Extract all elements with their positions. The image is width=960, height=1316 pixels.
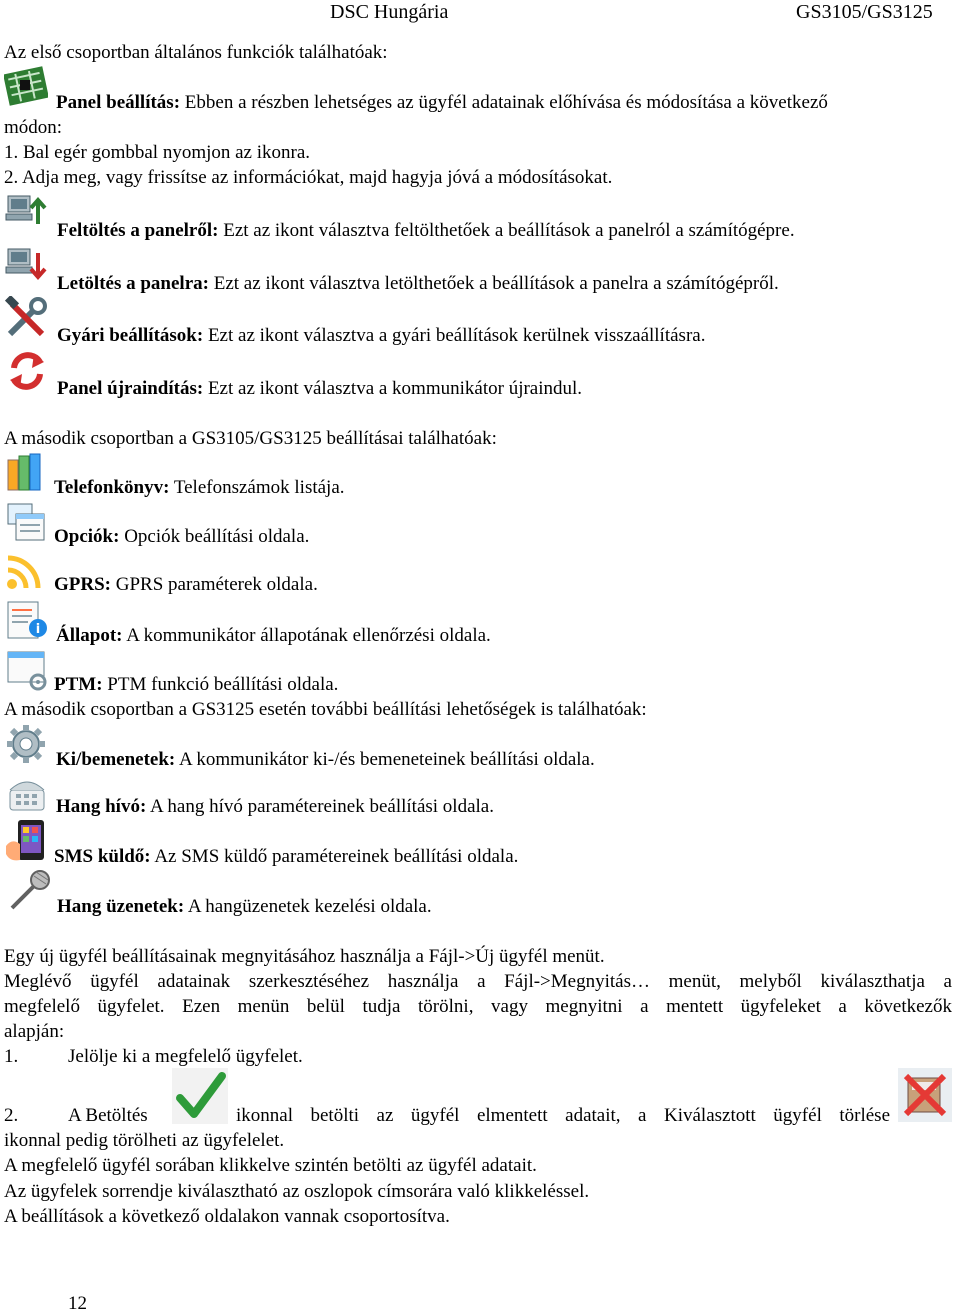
panel-settings-text-cont: módon: <box>4 117 63 138</box>
rss-icon <box>4 548 48 592</box>
telephone-icon <box>4 772 50 816</box>
restart-title: Panel újraindítás: <box>57 378 204 399</box>
download-text: Ezt az ikont választva letölthetőek a beállítások a panelra a számítógépről. <box>208 273 779 294</box>
messages-item <box>57 895 432 919</box>
upload-text: Ezt az ikont választva feltölthetőek a beállítások a panelról a számítógépre. <box>218 220 795 241</box>
tools-icon <box>4 296 50 340</box>
restart-arrows-icon <box>4 348 50 394</box>
io-title: Ki/bemenetek: <box>56 749 176 770</box>
panel-settings-title: Panel beállítás: <box>56 92 181 113</box>
panel-settings-line <box>56 91 828 115</box>
next-pages-paragraph: A beállítások a következő oldalakon vannak csoportosítva. <box>4 1206 450 1227</box>
header-company: DSC Hungária <box>330 1 449 23</box>
list-text-1: Jelölje ki a megfelelő ügyfelet. <box>68 1046 303 1067</box>
list-item-1 <box>4 1045 303 1069</box>
intro-first-group: Az első csoportban általános funkciók találhatóak: <box>4 42 388 63</box>
circuit-board-icon <box>4 66 48 106</box>
messages-title: Hang üzenetek: <box>57 896 185 917</box>
step-1: 1. Bal egér gombbal nyomjon az ikonra. <box>4 142 311 163</box>
ptm-text: PTM funkció beállítási oldala. <box>102 674 339 695</box>
list-number-2: 2. <box>4 1105 19 1126</box>
options-window-icon <box>4 500 48 544</box>
sms-text: Az SMS küldő paramétereinek beállítási oldala. <box>150 846 519 867</box>
gprs-text: GPRS paraméterek oldala. <box>111 574 318 595</box>
voice-text: A hang hívó paramétereinek beállítási oldala. <box>146 796 494 817</box>
sms-item <box>54 845 518 869</box>
order-paragraph: Az ügyfelek sorrendje kiválasztható az oszlopok címsorára való klikkeléssel. <box>4 1181 590 1202</box>
list-text-2b: ikonnal betölti az ügyfél elmentett adatait, a Kiválasztott ügyfél törlése <box>236 1105 890 1126</box>
edit-client-line-2: megfelelő ügyfelet. Ezen menün belül tudja törölni, vagy megnyitni a mentett ügyfeleket a következők <box>4 996 952 1017</box>
factory-item <box>57 324 705 348</box>
svg-text:i: i <box>35 622 41 637</box>
checkmark-icon[interactable] <box>172 1068 228 1124</box>
restart-item <box>57 377 582 401</box>
sms-title: SMS küldő: <box>54 846 151 867</box>
row-click-paragraph: A megfelelő ügyfél sorában klikkelve szintén betölti az ügyfél adatait. <box>4 1155 537 1176</box>
info-document-icon <box>4 598 50 644</box>
voice-item <box>56 795 494 819</box>
download-title: Letöltés a panelra: <box>57 273 209 294</box>
intro-second-group: A második csoportban a GS3105/GS3125 beállításai találhatóak: <box>4 428 497 449</box>
new-client-paragraph: Egy új ügyfél beállításainak megnyitásához használja a Fájl->Új ügyfél menüt. <box>4 946 605 967</box>
mobile-phone-icon <box>4 818 50 864</box>
gprs-item <box>54 573 318 597</box>
status-item <box>56 624 491 648</box>
gear-icon <box>4 722 50 768</box>
list-number-1: 1. <box>4 1046 19 1067</box>
computer-upload-icon <box>4 190 50 234</box>
delete-client-icon[interactable] <box>898 1068 952 1122</box>
messages-text: A hangüzenetek kezelési oldala. <box>184 896 432 917</box>
edit-client-line-1: Meglévő ügyfél adatainak szerkesztéséhez használja a Fájl->Megnyitás… menüt, melyből kiválaszthatja a <box>4 971 952 992</box>
phonebook-item <box>54 476 345 500</box>
microphone-icon <box>4 868 52 916</box>
ptm-title: PTM: <box>54 674 103 695</box>
download-item <box>57 272 779 296</box>
voice-title: Hang hívó: <box>56 796 147 817</box>
phonebook-title: Telefonkönyv: <box>54 477 170 498</box>
options-item <box>54 525 309 549</box>
ptm-item <box>54 673 338 697</box>
edit-client-line-3: alapján: <box>4 1021 65 1042</box>
io-text: A kommunikátor ki-/és bemeneteinek beállítási oldala. <box>175 749 595 770</box>
upload-title: Feltöltés a panelről: <box>57 220 219 241</box>
list-text-2a: A Betöltés <box>68 1105 148 1126</box>
list-text-2c: ikonnal pedig törölheti az ügyfelelet. <box>4 1130 285 1151</box>
factory-title: Gyári beállítások: <box>57 325 204 346</box>
io-item <box>56 748 595 772</box>
phonebook-icon <box>4 450 48 494</box>
gprs-title: GPRS: <box>54 574 111 595</box>
phonebook-text: Telefonszámok listája. <box>169 477 345 498</box>
ptm-window-icon <box>4 648 50 692</box>
status-text: A kommunikátor állapotának ellenőrzési oldala. <box>122 625 491 646</box>
header-model: GS3105/GS3125 <box>796 1 933 23</box>
restart-text: Ezt az ikont választva a kommunikátor újraindul. <box>203 378 583 399</box>
step-2: 2. Adja meg, vagy frissítse az információkat, majd hagyja jóvá a módosításokat. <box>4 167 613 188</box>
status-title: Állapot: <box>56 625 123 646</box>
upload-item <box>57 219 795 243</box>
options-title: Opciók: <box>54 526 120 547</box>
factory-text: Ezt az ikont választva a gyári beállítások kerülnek visszaállításra. <box>203 325 706 346</box>
page-number: 12 <box>68 1293 87 1314</box>
intro-third-group: A második csoportban a GS3125 esetén további beállítási lehetőségek is találhatóak: <box>4 699 647 720</box>
options-text: Opciók beállítási oldala. <box>119 526 310 547</box>
panel-settings-text: Ebben a részben lehetséges az ügyfél adatainak előhívása és módosítása a következő <box>180 92 828 113</box>
computer-download-icon <box>4 243 50 287</box>
